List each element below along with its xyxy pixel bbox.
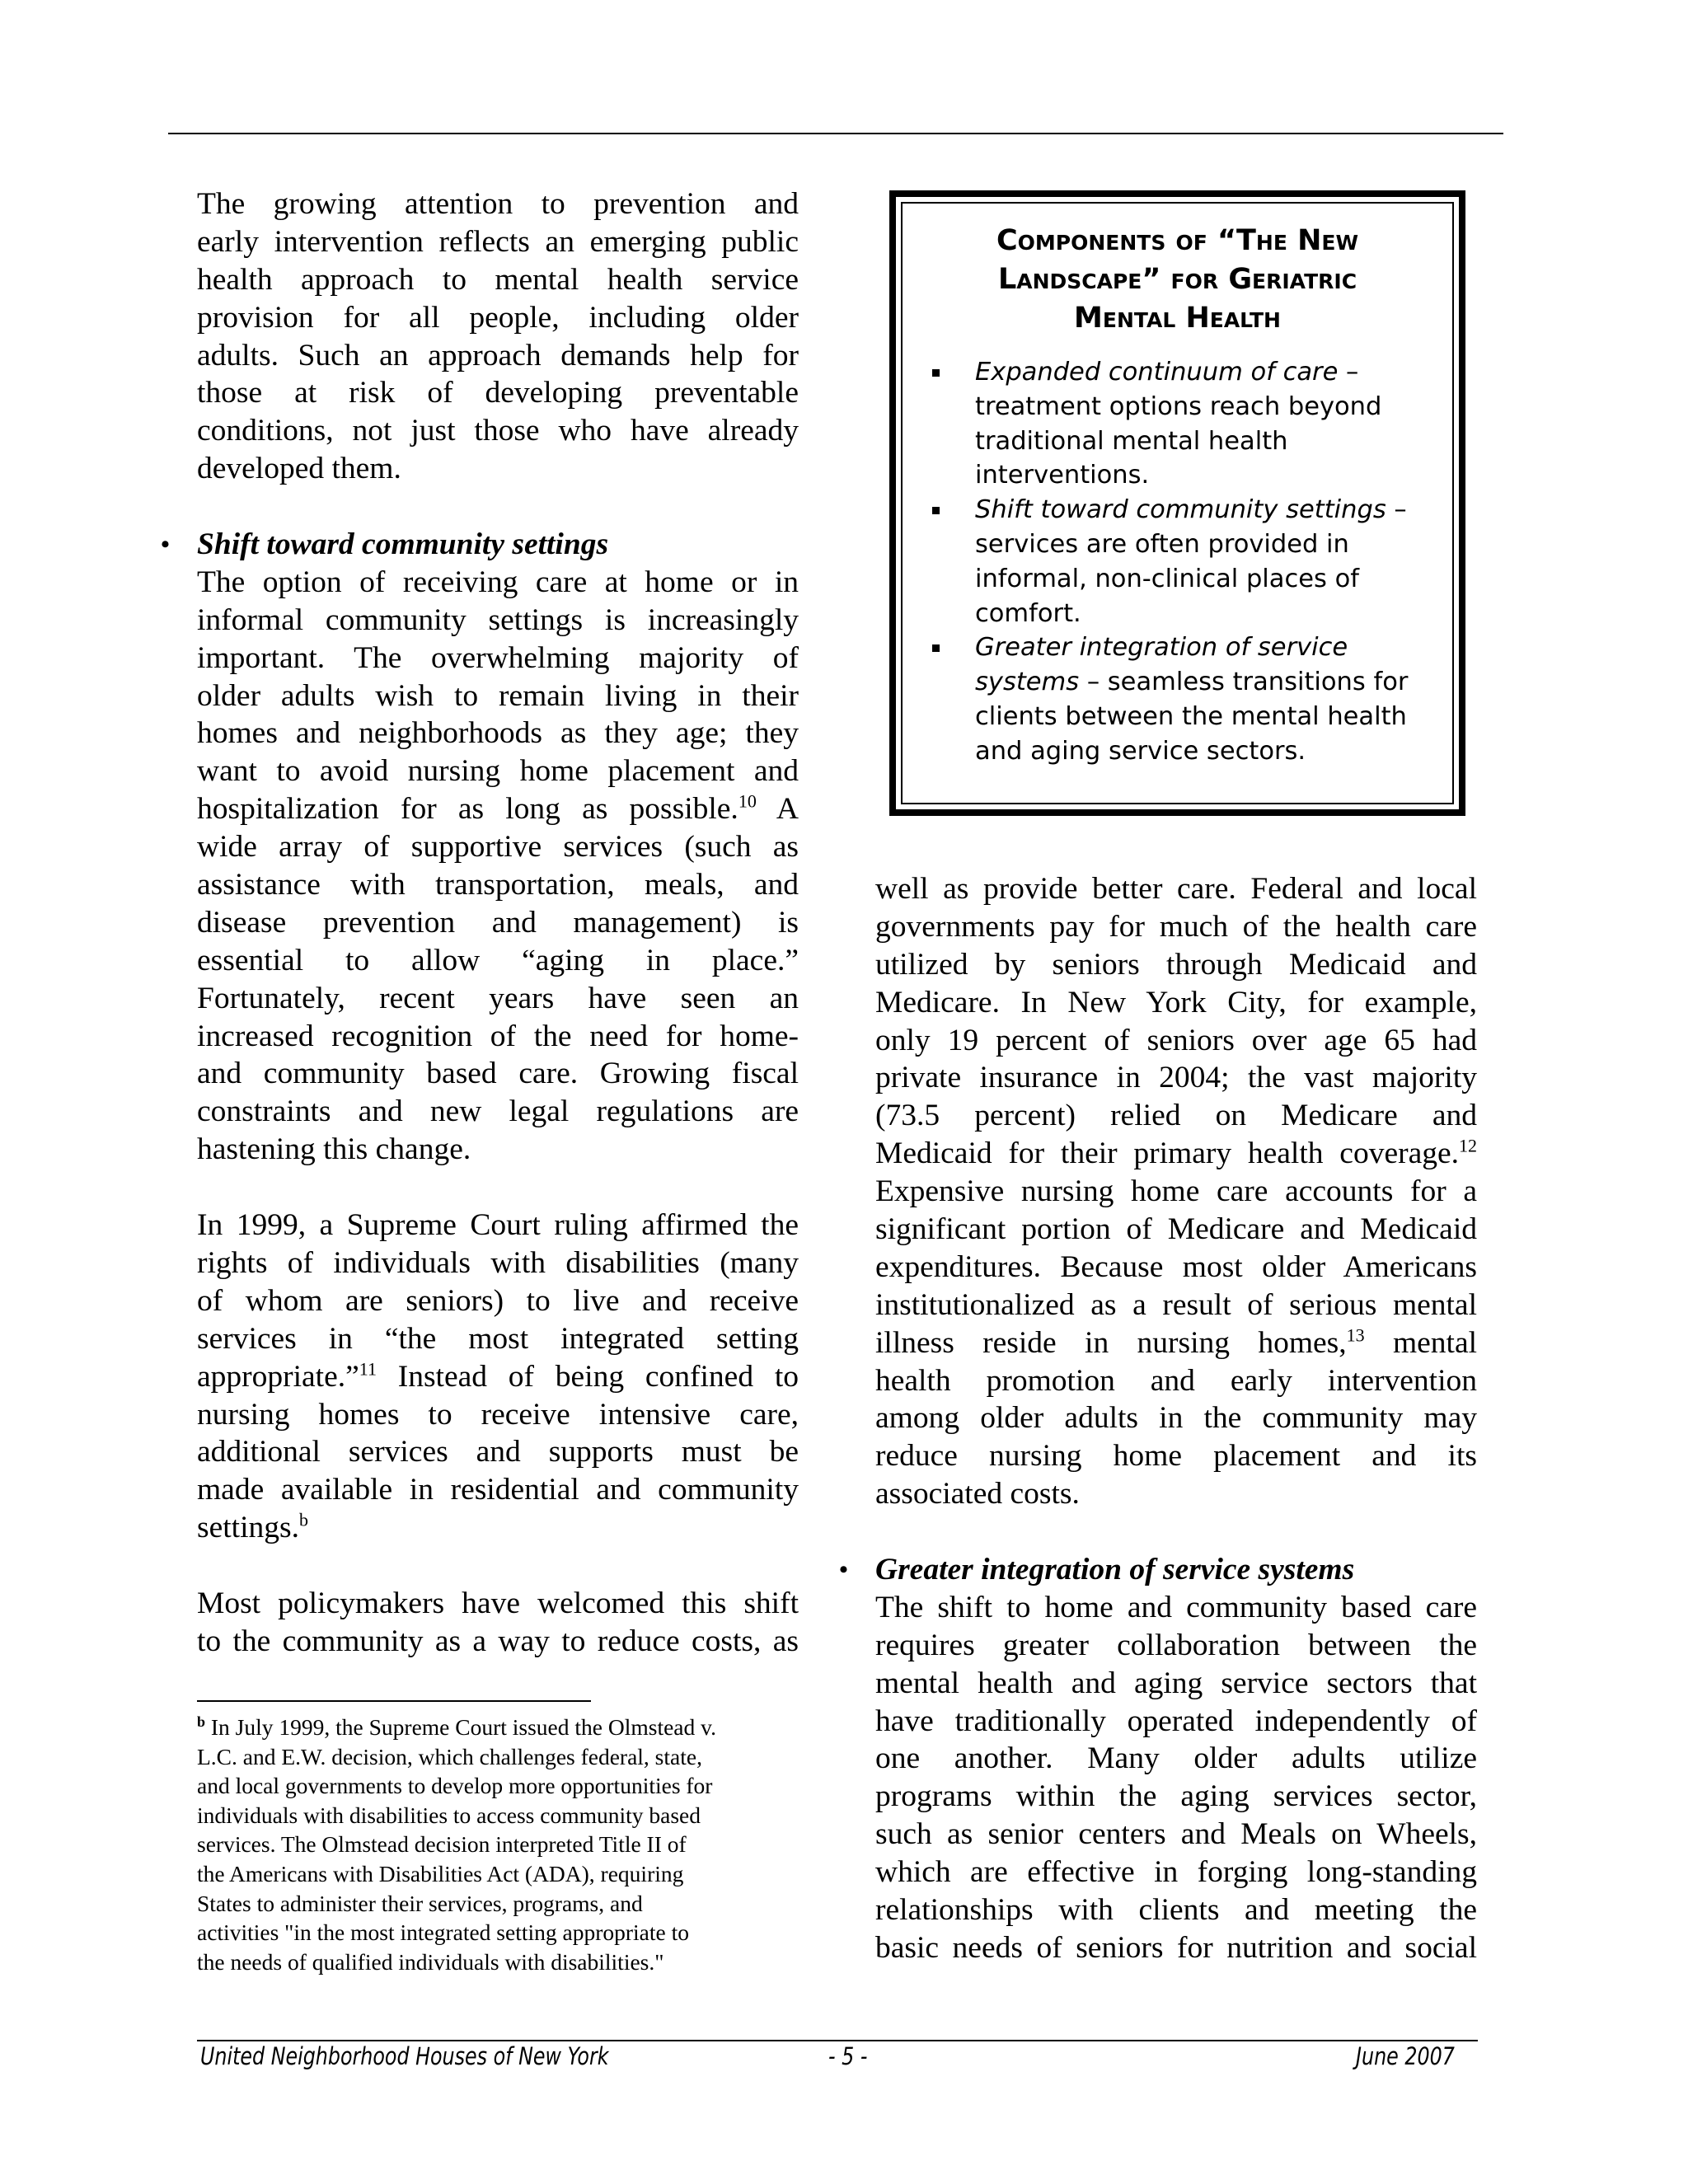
text-line [875,1173,1477,1211]
text-line [875,908,1477,946]
item-term: Expanded continuum of care [975,358,1339,387]
section-heading [161,526,799,564]
footer-date: June 2007 [1356,2042,1455,2070]
line-text: early intervention reflects an emerging public [197,224,799,259]
text-line [197,1244,799,1282]
text-line [197,1509,799,1547]
bullet-icon: • [839,1556,848,1584]
list-item [975,355,1445,493]
header-rule [168,133,1503,134]
footnote-line [197,1742,807,1772]
text-line [197,1471,799,1509]
footnote-text: the Americans with Disabilities Act (ADA), requiring [197,1860,684,1886]
text-line [875,1929,1477,1967]
title-line: Components of “The New [996,224,1359,257]
line-text: disease prevention and management) is [197,905,799,940]
text-line [197,602,799,640]
text-line [197,980,799,1018]
footnote-text: and local governments to develop more opportunities for [197,1773,713,1799]
line-text: expenditures. Because most older Americans [875,1249,1477,1284]
footnote-separator [197,1700,591,1702]
line-text: significant portion of Medicare and Medicaid [875,1212,1477,1247]
footnote-marker: b [197,1713,206,1730]
line-text: In 1999, a Supreme Court ruling affirmed the [197,1208,799,1243]
line-text: Medicaid for their primary health coverage. [875,1137,1459,1171]
line-text: settings. [197,1511,299,1545]
text-line [197,1623,799,1661]
text-line [197,640,799,677]
text-line [875,1249,1477,1286]
text-line [197,299,799,337]
line-text: homes and neighborhoods as they age; they [197,716,799,751]
line-text: services in “the most integrated setting [197,1321,799,1356]
line-text: additional services and supports must be [197,1435,799,1469]
footnote-text: In July 1999, the Supreme Court issued the Olmstead v. [205,1714,716,1740]
text-line [197,790,799,828]
footnote-line [197,1830,807,1859]
line-text: Expensive nursing home care accounts for a [875,1174,1477,1209]
square-bullet-icon [932,369,940,377]
paragraph [197,1207,799,1547]
text-line [875,1665,1477,1703]
footer-organization: United Neighborhood Houses of New York [200,2042,609,2070]
line-text: Instead of being confined to [376,1359,799,1394]
line-text: well as provide better care. Federal and local [875,872,1477,906]
text-line [875,1135,1477,1173]
line-text: basic needs of seniors for nutrition and social [875,1930,1477,1965]
line-text: those at risk of developing preventable [197,376,799,410]
line-text: hospitalization for as long as possible. [197,792,738,827]
text-line [197,715,799,752]
line-text: health promotion and early intervention [875,1363,1477,1398]
text-line [875,870,1477,908]
line-text: informal community settings is increasingly [197,602,799,637]
text-line [875,1589,1477,1627]
text-line [875,1324,1477,1362]
text-line [197,1585,799,1623]
line-text: developed them. [197,452,401,486]
text-line [197,752,799,790]
text-line [875,946,1477,984]
blank-line [197,1547,799,1585]
text-line [197,1433,799,1471]
footnote-reference: 12 [1459,1135,1477,1156]
footnote-text: the needs of qualified individuals with disabilities." [197,1948,664,1975]
line-text: rights of individuals with disabilities (many [197,1245,799,1280]
line-text: Most policymakers have welcomed this shift [197,1586,799,1620]
line-text: which are effective in forging long-standing [875,1855,1477,1890]
text-line [875,1778,1477,1816]
text-line [875,1740,1477,1778]
text-line [875,1891,1477,1929]
text-line [875,1097,1477,1135]
line-text: The growing attention to prevention and [197,187,799,221]
text-line [197,223,799,261]
bullet-icon: • [161,531,170,559]
text-line [197,1396,799,1434]
line-text: mental health and aging service sectors that [875,1666,1477,1700]
list-item [975,493,1445,630]
text-line [197,1055,799,1093]
footnote-reference: 11 [359,1358,377,1380]
line-text: have traditionally operated independently of [875,1704,1477,1738]
line-text: illness reside in nursing homes, [875,1325,1347,1360]
line-text: (73.5 percent) relied on Medicare and [875,1099,1477,1133]
square-bullet-icon [932,644,940,652]
line-text: among older adults in the community may [875,1401,1477,1436]
line-text: wide array of supportive services (such as [197,830,799,865]
line-text: increased recognition of the need for home- [197,1019,799,1053]
line-text: Fortunately, recent years have seen an [197,981,799,1015]
item-desc: – seamless transitions for clients between the mental health and aging service sectors. [975,668,1409,766]
paragraph [875,870,1477,1513]
line-text: conditions, not just those who have already [197,414,799,448]
text-line [197,261,799,299]
paragraph [875,1589,1477,1967]
footnote [197,1713,807,1976]
line-text: The shift to home and community based care [875,1590,1477,1624]
text-line [197,828,799,866]
sidebar-box-list [975,355,1445,769]
footnote-text: L.C. and E.W. decision, which challenges federal, state, [197,1743,702,1769]
footnote-line [197,1801,807,1830]
line-text: adults. Such an approach demands help for [197,338,799,373]
footnote-text: States to administer their services, programs, and [197,1890,643,1916]
line-text: utilized by seniors through Medicaid and [875,947,1477,982]
text-line [197,677,799,715]
footer-page-number: - 5 - [828,2042,868,2070]
left-column [161,185,799,1661]
line-text: constraints and new legal regulations are [197,1094,799,1129]
square-bullet-icon [932,507,940,514]
title-line: Landscape” for Geriatric [997,263,1357,296]
text-line [197,337,799,375]
footnote-line [197,1947,807,1977]
footnote-line [197,1713,807,1742]
line-text: want to avoid nursing home placement and [197,754,799,789]
list-item [975,630,1445,768]
line-text: reduce nursing home placement and its [875,1439,1477,1474]
text-line [197,185,799,223]
text-line [197,1207,799,1244]
footnote-line [197,1771,807,1801]
text-line [875,984,1477,1022]
line-text: requires greater collaboration between the [875,1628,1477,1662]
line-text: institutionalized as a result of serious mental [875,1287,1477,1322]
right-column [839,870,1478,1967]
footnote-line [197,1918,807,1947]
text-line [197,564,799,602]
text-line [875,1286,1477,1324]
text-line [875,1399,1477,1437]
section-heading [839,1551,1477,1589]
text-line [875,1022,1477,1060]
footnote-reference: 10 [738,790,757,812]
line-text: appropriate.” [197,1359,359,1394]
text-line [197,450,799,488]
line-text: one another. Many older adults utilize [875,1741,1477,1776]
heading-text: Greater integration of service systems [875,1553,1355,1587]
text-line [197,904,799,942]
item-desc: – treatment options reach beyond traditional mental health interventions. [975,358,1382,490]
text-line [875,1703,1477,1741]
text-line [197,942,799,980]
line-text: only 19 percent of seniors over age 65 had [875,1023,1477,1057]
footnote-line [197,1889,807,1919]
paragraph [197,1585,799,1661]
line-text: governments pay for much of the health care [875,909,1477,944]
line-text: The option of receiving care at home or in [197,565,799,599]
text-line [875,1437,1477,1475]
text-line [197,1131,799,1169]
line-text: to the community as a way to reduce costs, as [197,1624,799,1658]
line-text: programs within the aging services sector, [875,1779,1477,1814]
item-desc: – services are often provided in informal, non-clinical places of comfort. [975,495,1407,628]
line-text: provision for all people, including older [197,300,799,335]
line-text: mental [1364,1325,1478,1360]
line-text: Medicare. In New York City, for example, [875,985,1477,1019]
heading-text: Shift toward community settings [197,527,609,562]
line-text: essential to allow “aging in place.” [197,943,799,977]
blank-line [875,1513,1477,1551]
footnote-reference: 13 [1346,1324,1365,1346]
text-line [875,1627,1477,1665]
paragraph [197,185,799,488]
footnote-text: services. The Olmstead decision interpreted Title II of [197,1831,687,1858]
sidebar-box [889,190,1465,816]
sidebar-box-title [896,222,1459,338]
text-line [197,866,799,904]
blank-line [197,1169,799,1207]
text-line [197,412,799,450]
blank-line [197,488,799,526]
footnote-text: activities "in the most integrated setting appropriate to [197,1919,689,1946]
line-text: nursing homes to receive intensive care, [197,1397,799,1432]
line-text: A [756,792,799,827]
text-line [197,1282,799,1320]
line-text: important. The overwhelming majority of [197,640,799,675]
line-text: such as senior centers and Meals on Wheels, [875,1817,1477,1852]
text-line [197,1093,799,1131]
line-text: older adults wish to remain living in their [197,678,799,713]
line-text: health approach to mental health service [197,262,799,297]
text-line [875,1854,1477,1891]
text-line [197,1358,799,1396]
text-line [875,1362,1477,1400]
footnote-reference: b [298,1509,308,1530]
line-text: associated costs. [875,1477,1080,1511]
line-text: private insurance in 2004; the vast majority [875,1061,1477,1095]
text-line [197,374,799,412]
line-text: assistance with transportation, meals, and [197,868,799,902]
footer-rule [197,2040,1478,2041]
title-line: Mental Health [1074,302,1281,335]
paragraph [197,564,799,1169]
text-line [197,1018,799,1056]
footnote-line [197,1859,807,1889]
line-text: hastening this change. [197,1132,471,1167]
text-line [197,1320,799,1358]
line-text: relationships with clients and meeting the [875,1893,1477,1928]
item-term: Shift toward community settings [975,495,1386,525]
text-line [875,1475,1477,1513]
footnote-text: individuals with disabilities to access community based [197,1802,701,1828]
text-line [875,1059,1477,1097]
text-line [875,1211,1477,1249]
line-text: and community based care. Growing fiscal [197,1057,799,1091]
item-term: Greater integration of service systems [975,633,1348,697]
line-text: made available in residential and community [197,1473,799,1507]
line-text: of whom are seniors) to live and receive [197,1283,799,1318]
text-line [875,1816,1477,1854]
